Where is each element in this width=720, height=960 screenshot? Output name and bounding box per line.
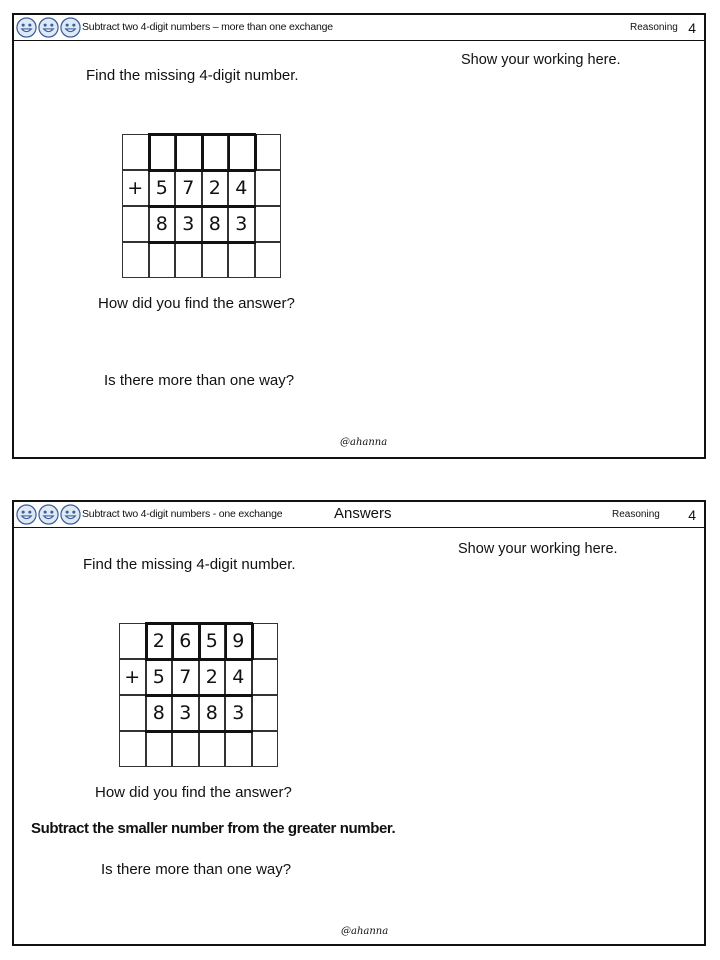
answer-digit-box[interactable] [149,134,176,170]
answer-box-outline [175,134,178,171]
answer-box-outline [148,134,151,171]
grid-cell [255,134,282,170]
grid-cell [225,731,252,767]
smiley-face-icon [38,17,59,38]
working-prompt: Show your working here. [461,52,621,68]
answer-box-outline [172,623,175,660]
grid-cell [202,242,229,278]
grid-digit: 3 [228,206,255,242]
grid-cell [228,242,255,278]
grid-cell [122,134,149,170]
grid-cell [119,623,146,659]
answer-box-outline [201,134,204,171]
topic-title: Subtract two 4-digit numbers - one exchange [82,508,283,520]
plus-sign: + [119,659,146,695]
grid-cell [122,242,149,278]
sum-line [145,694,253,697]
grid-cell [252,731,279,767]
answer-digit-box[interactable] [175,134,202,170]
grid-cell [252,659,279,695]
grid-digit: 4 [225,659,252,695]
ways-question: Is there more than one way? [104,372,295,389]
grid-cell [119,695,146,731]
grid-cell [199,731,226,767]
page-number: 4 [688,20,696,36]
grid-digit: 7 [172,659,199,695]
grid-digit: 5 [146,659,173,695]
category-label: Reasoning [612,509,660,520]
grid-digit: 3 [175,206,202,242]
grid-cell [122,206,149,242]
author-credit: @ahanna [341,926,389,937]
sum-line [145,730,253,733]
sum-line [148,241,256,244]
grid-digit: 3 [172,695,199,731]
smiley-face-icon [60,17,81,38]
answer-digit-box: 9 [225,623,252,659]
smiley-face-icon [16,504,37,525]
grid-cell [149,242,176,278]
grid-cell [146,731,173,767]
answer-box-outline [228,134,231,171]
grid-cell [119,731,146,767]
page-number: 4 [688,507,696,523]
card-header [14,15,704,41]
answer-digit-box: 5 [199,623,226,659]
grid-digit: 8 [199,695,226,731]
grid-digit: 7 [175,170,202,206]
answers-heading: Answers [334,505,392,522]
smiley-face-icon [16,17,37,38]
answer-digit-box[interactable] [228,134,255,170]
difficulty-faces [16,17,81,38]
grid-digit: 2 [202,170,229,206]
question-text: Find the missing 4-digit number. [83,556,296,573]
card-header [14,502,704,528]
answer-card [12,500,706,946]
grid-digit: 8 [202,206,229,242]
grid-digit: 2 [199,659,226,695]
answer-box-outline [145,623,148,660]
grid-digit: 3 [225,695,252,731]
answer-box-outline [198,623,201,660]
working-prompt: Show your working here. [458,541,618,557]
answer-digit-box: 2 [146,623,173,659]
answer-box-outline [251,623,254,660]
ways-question: Is there more than one way? [101,861,292,878]
answer-box-outline [225,623,228,660]
smiley-face-icon [60,504,81,525]
author-credit: @ahanna [340,437,388,448]
answer-box-outline [254,134,257,171]
grid-cell [252,695,279,731]
question-text: Find the missing 4-digit number. [86,67,299,84]
grid-digit: 8 [149,206,176,242]
sum-line [148,205,256,208]
answer-explanation: Subtract the smaller number from the greater number. [31,820,396,837]
grid-digit: 5 [149,170,176,206]
topic-title: Subtract two 4-digit numbers – more than one exchange [82,21,333,33]
grid-cell [252,623,279,659]
question-card [12,13,706,459]
answer-digit-box: 6 [172,623,199,659]
how-question: How did you find the answer? [98,295,295,312]
grid-cell [255,206,282,242]
grid-cell [255,242,282,278]
smiley-face-icon [38,504,59,525]
difficulty-faces [16,504,81,525]
grid-cell [255,170,282,206]
answer-digit-box[interactable] [202,134,229,170]
grid-cell [175,242,202,278]
plus-sign: + [122,170,149,206]
category-label: Reasoning [630,22,678,33]
grid-cell [172,731,199,767]
grid-digit: 8 [146,695,173,731]
how-question: How did you find the answer? [95,784,292,801]
grid-digit: 4 [228,170,255,206]
